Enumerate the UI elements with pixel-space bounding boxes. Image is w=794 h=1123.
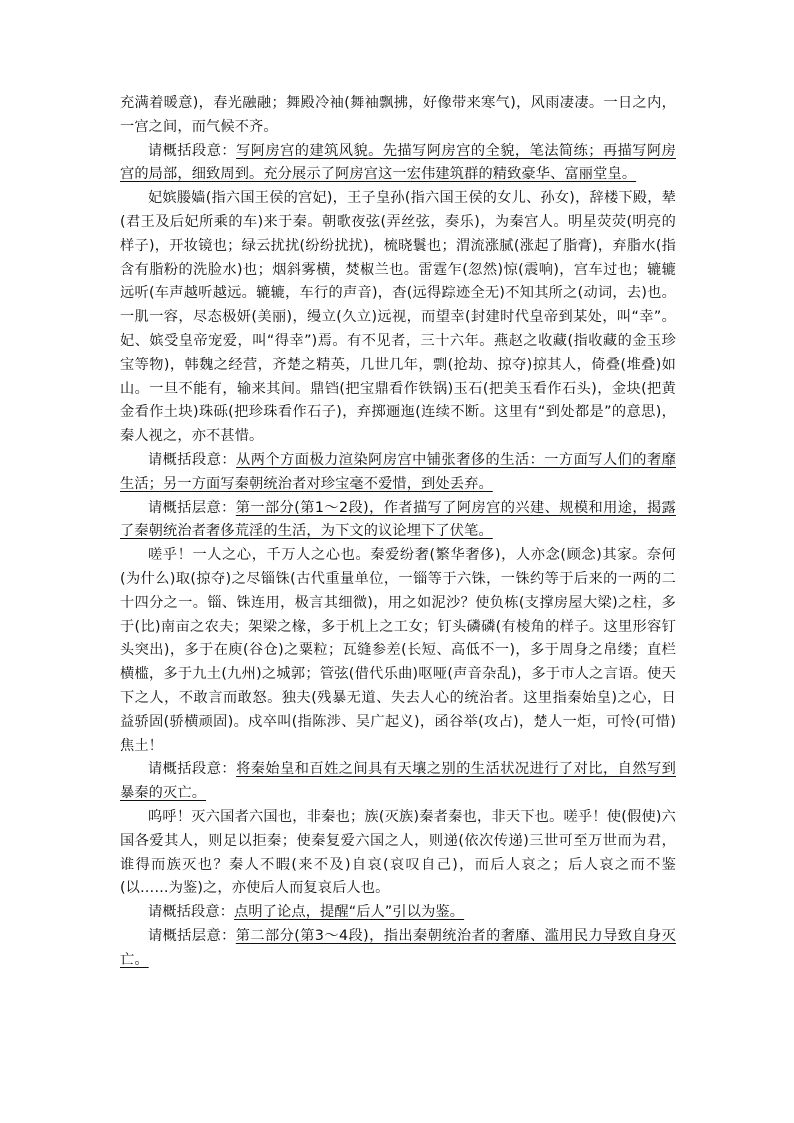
paragraph-text: 呜呼！灭六国者六国也，非秦也；族(灭族)秦者秦也，非天下也。嗟乎！使(假使)六国各爱其人，则足以拒秦；使秦复爱六国之人，则递(依次传递)三世可至万世而为君，谁得而族灭也？秦人不暇(来不及)自哀(哀叹自己)，而后人哀之；后人哀之而不鉴(以……为鉴)之，亦使后人而复哀后人也。 [120, 808, 676, 897]
underlined-answer: 从两个方面极力渲染阿房宫中铺张奢侈的生活：一方面写人们的奢靡生活；另一方面写秦朝统治者对珍宝毫不爱惜，到处丢弃。 [120, 451, 676, 492]
question-prompt: 请概括段意： [148, 904, 235, 921]
question-prompt: 请概括层意： [148, 927, 236, 944]
paragraph-text: 充满着暖意)，春光融融；舞殿冷袖(舞袖飘拂，好像带来寒气)，风雨凄凄。一日之内，一宫之间，而气候不齐。 [120, 95, 676, 135]
question-prompt: 请概括层意： [148, 499, 236, 516]
underlined-answer: 第二部分(第3～4段)，指出秦朝统治者的奢靡、滥用民力导致自身灭亡。 [120, 927, 676, 968]
document-page [120, 92, 676, 972]
question-prompt: 请概括段意： [148, 142, 237, 159]
paragraph-text: 妃嫔媵嫱(指六国王侯的宫妃)，王子皇孙(指六国王侯的女儿、孙女)，辞楼下殿，辇(君王及后妃所乘的车)来于秦。朝歌夜弦(弄丝弦，奏乐)，为秦宫人。明星荧荧(明亮的样子)，开妆镜也；绿云扰扰(纷纷扰扰)，梳晓鬟也；渭流涨腻(涨起了脂膏)，弃脂水(指含有脂粉的洗脸水)也；烟斜雾横，焚椒兰也。雷霆乍(忽然)惊(震响)，宫车过也；辘辘远听(车声越听越远。辘辘，车行的声音)，杳(远得踪迹全无)不知其所之(动词，去)也。一肌一容，尽态极妍(美丽)，缦立(久立)远视，而望幸(封建时代皇帝到某处，叫“幸”。妃、嫔受皇帝宠爱，叫“得幸”)焉。有不见者，三十六年。燕赵之收藏(指收藏的金玉珍宝等物)，韩魏之经营，齐楚之精英，几世几年，剽(抢劫、掠夺)掠其人，倚叠(堆叠)如山。一旦不能有，输来其间。鼎铛(把宝鼎看作铁锅)玉石(把美玉看作石头)，金块(把黄金看作土块)珠砾(把珍珠看作石子)，弃掷逦迤(连续不断。这里有“到处都是”的意思)，秦人视之，亦不甚惜。 [120, 190, 676, 445]
summary-question [120, 758, 676, 806]
underlined-answer: 将秦始皇和百姓之间具有天壤之别的生活状况进行了对比，自然写到暴秦的灭亡。 [120, 761, 676, 802]
underlined-answer: 点明了论点，提醒“后人”引以为鉴。 [234, 904, 465, 921]
summary-question [120, 925, 676, 973]
summary-question [120, 901, 676, 925]
question-prompt: 请概括段意： [148, 451, 237, 468]
paragraph-text: 嗟乎！一人之心，千万人之心也。秦爱纷奢(繁华奢侈)，人亦念(顾念)其家。奈何(为什么)取(掠夺)之尽锱铢(古代重量单位，一锱等于六铢，一铢约等于后来的一两的二十四分之一。锱、铢连用，极言其细微)，用之如泥沙？使负栋(支撑房屋大梁)之柱，多于(比)南亩之农夫；架梁之椽，多于机上之工女；钉头磷磷(有棱角的样子。这里形容钉头突出)，多于在庾(谷仓)之粟粒；瓦缝参差(长短、高低不一)，多于周身之帛缕；直栏横槛，多于九土(九州)之城郭；管弦(借代乐曲)呕哑(声音杂乱)，多于市人之言语。使天下之人，不敢言而敢怒。独夫(残暴无道、失去人心的统治者。这里指秦始皇)之心，日益骄固(骄横顽固)。戍卒叫(指陈涉、吴广起义)，函谷举(攻占)，楚人一炬，可怜(可惜)焦土！ [120, 547, 676, 754]
summary-question [120, 140, 676, 188]
summary-question [120, 449, 676, 497]
summary-question [120, 497, 676, 545]
question-prompt: 请概括段意： [148, 761, 237, 778]
underlined-answer: 第一部分(第1～2段)，作者描写了阿房宫的兴建、规模和用途，揭露了秦朝统治者奢侈荒淫的生活，为下文的议论埋下了伏笔。 [120, 499, 676, 540]
underlined-answer: 写阿房宫的建筑风貌。先描写阿房宫的全貌，笔法简练；再描写阿房宫的局部，细致周到。充分展示了阿房宫这一宏伟建筑群的精致豪华、富丽堂皇。 [120, 142, 676, 183]
